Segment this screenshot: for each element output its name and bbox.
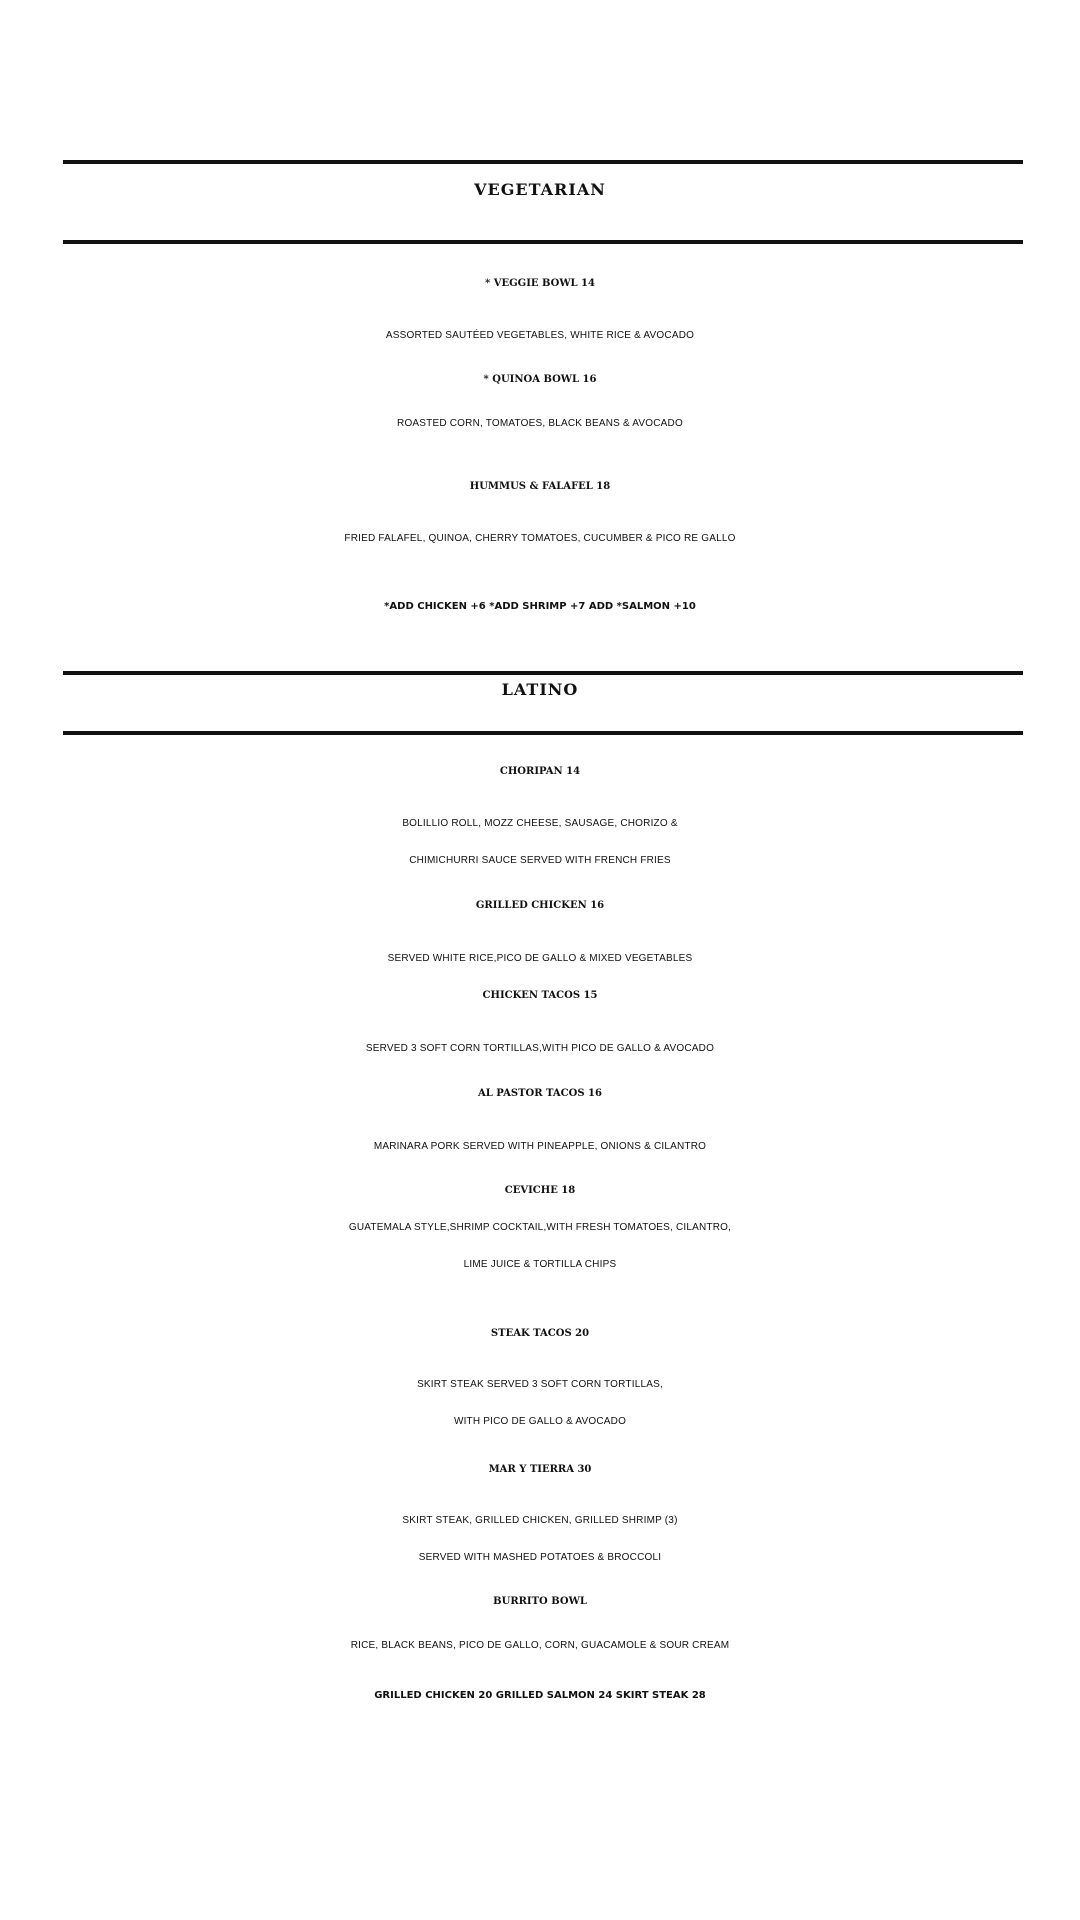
section-title-latino: LATINO xyxy=(501,680,579,699)
item-description: CHIMICHURRI SAUCE SERVED WITH FRENCH FRIES xyxy=(409,855,671,866)
item-description: ROASTED CORN, TOMATOES, BLACK BEANS & AVOCADO xyxy=(397,418,683,429)
menu-item-chicken-tacos: CHICKEN TACOS 15 xyxy=(482,990,598,1001)
item-description: SERVED 3 SOFT CORN TORTILLAS,WITH PICO DE GALLO & AVOCADO xyxy=(365,1043,715,1054)
menu-item-hummus-falafel: HUMMUS & FALAFEL 18 xyxy=(469,481,611,492)
item-description: MARINARA PORK SERVED WITH PINEAPPLE, ONIONS & CILANTRO xyxy=(373,1141,707,1152)
section-top-rule xyxy=(63,671,1023,675)
item-description: SKIRT STEAK, GRILLED CHICKEN, GRILLED SHRIMP (3) xyxy=(402,1515,678,1526)
menu-item-choripan: CHORIPAN 14 xyxy=(499,766,581,777)
menu-item-veggie-bowl: * VEGGIE BOWL 14 xyxy=(485,278,595,289)
item-description: SERVED WHITE RICE,PICO DE GALLO & MIXED VEGETABLES xyxy=(387,953,693,964)
menu-item-steak-tacos: STEAK TACOS 20 xyxy=(490,1328,590,1339)
item-description: FRIED FALAFEL, QUINOA, CHERRY TOMATOES, CUCUMBER & PICO RE GALLO xyxy=(344,533,736,544)
section-bottom-rule xyxy=(63,240,1023,244)
item-description: SKIRT STEAK SERVED 3 SOFT CORN TORTILLAS, xyxy=(417,1379,663,1390)
section-title-vegetarian: VEGETARIAN xyxy=(474,180,606,199)
item-description: WITH PICO DE GALLO & AVOCADO xyxy=(453,1416,627,1427)
item-description: SERVED WITH MASHED POTATOES & BROCCOLI xyxy=(418,1552,662,1563)
menu-item-quinoa-bowl: * QUINOA BOWL 16 xyxy=(483,374,597,385)
section-top-rule xyxy=(63,160,1023,164)
item-description: BOLILLIO ROLL, MOZZ CHEESE, SAUSAGE, CHORIZO & xyxy=(402,818,678,829)
menu-item-al-pastor-tacos: AL PASTOR TACOS 16 xyxy=(478,1088,602,1099)
item-description: LIME JUICE & TORTILLA CHIPS xyxy=(463,1259,617,1270)
protein-addons: *ADD CHICKEN +6 *ADD SHRIMP +7 ADD *SALMON +10 xyxy=(384,601,696,612)
menu-item-mar-y-tierra: MAR Y TIERRA 30 xyxy=(488,1464,592,1475)
burrito-protein-options: GRILLED CHICKEN 20 GRILLED SALMON 24 SKIRT STEAK 28 xyxy=(374,1690,706,1701)
item-description: GUATEMALA STYLE,SHRIMP COCKTAIL,WITH FRESH TOMATOES, CILANTRO, xyxy=(348,1222,732,1233)
section-bottom-rule xyxy=(63,731,1023,735)
item-description: RICE, BLACK BEANS, PICO DE GALLO, CORN, GUACAMOLE & SOUR CREAM xyxy=(350,1640,730,1651)
menu-item-grilled-chicken: GRILLED CHICKEN 16 xyxy=(475,900,605,911)
item-description: ASSORTED SAUTÉED VEGETABLES, WHITE RICE & AVOCADO xyxy=(385,330,695,341)
menu-item-ceviche: CEVICHE 18 xyxy=(504,1185,576,1196)
menu-item-burrito-bowl: BURRITO BOWL xyxy=(493,1596,587,1607)
